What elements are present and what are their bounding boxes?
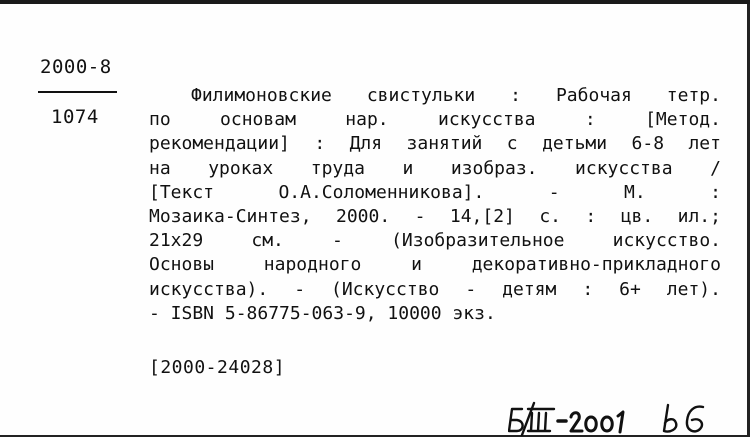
- entry-word: тетр.: [666, 85, 721, 106]
- entry-word: см.: [251, 230, 284, 252]
- entry-word: и: [402, 157, 414, 179]
- handwritten-note: [508, 401, 723, 437]
- entry-word: занятий: [406, 133, 483, 155]
- entry-word: рекомендации]: [149, 133, 290, 155]
- entry-word: 2000.: [335, 205, 391, 227]
- entry-word: -: [414, 205, 426, 227]
- entry-line: [149, 181, 721, 205]
- entry-word: 21x29: [149, 230, 204, 252]
- entry-line: [149, 205, 721, 229]
- entry-word: Рабочая: [555, 85, 632, 106]
- entry-word: основам: [220, 109, 296, 131]
- entry-word: декоративно-прикладного: [471, 254, 721, 276]
- entry-word: Мозаика-Синтез,: [149, 205, 312, 227]
- entry-word: :: [585, 205, 597, 227]
- call-number: 2000-8: [40, 56, 112, 78]
- bibliographic-entry: [149, 84, 721, 326]
- entry-line: [149, 84, 721, 108]
- entry-word: детьми: [542, 133, 608, 155]
- entry-word: Основы: [149, 254, 215, 276]
- entry-word: свистульки: [366, 85, 476, 106]
- entry-line: [149, 302, 721, 326]
- handwritten-note-drawing: [508, 401, 723, 437]
- entry-word: - ISBN 5-86775-063-9, 10000 экз.: [149, 302, 496, 324]
- entry-word: нар.: [345, 109, 389, 131]
- entry-word: Филимоновские: [191, 85, 332, 106]
- entry-word: М.: [624, 181, 646, 203]
- entry-word: и: [411, 254, 422, 276]
- entry-line: [149, 253, 721, 277]
- entry-line: [149, 229, 721, 253]
- entry-word: детям: [502, 278, 557, 300]
- entry-line: [149, 108, 721, 132]
- entry-word: :: [710, 181, 721, 203]
- entry-line: [149, 157, 721, 181]
- entry-word: /: [710, 157, 721, 179]
- entry-word: Для: [349, 133, 383, 155]
- entry-word: народного: [263, 254, 362, 276]
- entry-word: -: [465, 278, 477, 300]
- entry-word: на: [149, 157, 171, 179]
- entry-word: [Метод.: [645, 109, 721, 131]
- record-number: [2000-24028]: [149, 357, 286, 378]
- entry-word: (Изобразительное: [391, 230, 565, 252]
- entry-word: :: [584, 109, 596, 131]
- entry-word: изобраз.: [450, 157, 538, 179]
- entry-word: труда: [310, 157, 365, 179]
- card-top-edge: [0, 0, 750, 4]
- entry-word: цв.: [620, 205, 654, 227]
- entry-word: с.: [539, 205, 561, 227]
- entry-word: 6-8: [631, 133, 665, 155]
- entry-word: с: [506, 133, 518, 155]
- author-mark: 1074: [51, 106, 99, 128]
- call-number-divider: [38, 91, 117, 93]
- entry-line: [149, 278, 721, 302]
- entry-word: уроках: [208, 157, 274, 179]
- entry-word: -: [548, 181, 560, 203]
- entry-word: -: [332, 230, 343, 252]
- entry-word: :: [314, 133, 326, 155]
- entry-line: [149, 132, 721, 156]
- entry-word: 14,[2]: [449, 205, 515, 227]
- entry-word: по: [149, 109, 171, 131]
- entry-word: О.А.Соломенникова].: [278, 181, 485, 203]
- entry-word: (Искусство: [331, 278, 440, 300]
- entry-word: искусство.: [612, 230, 721, 252]
- entry-word: лет).: [666, 278, 721, 300]
- entry-word: -: [294, 278, 306, 300]
- entry-word: :: [510, 85, 522, 106]
- entry-word: искусства: [575, 157, 673, 179]
- entry-word: :: [582, 278, 594, 300]
- entry-word: ил.;: [677, 205, 721, 227]
- entry-word: искусства).: [149, 278, 269, 300]
- entry-word: 6+: [619, 278, 641, 300]
- entry-word: лет: [688, 133, 721, 155]
- entry-word: искусства: [437, 109, 536, 131]
- entry-word: [Текст: [149, 181, 215, 203]
